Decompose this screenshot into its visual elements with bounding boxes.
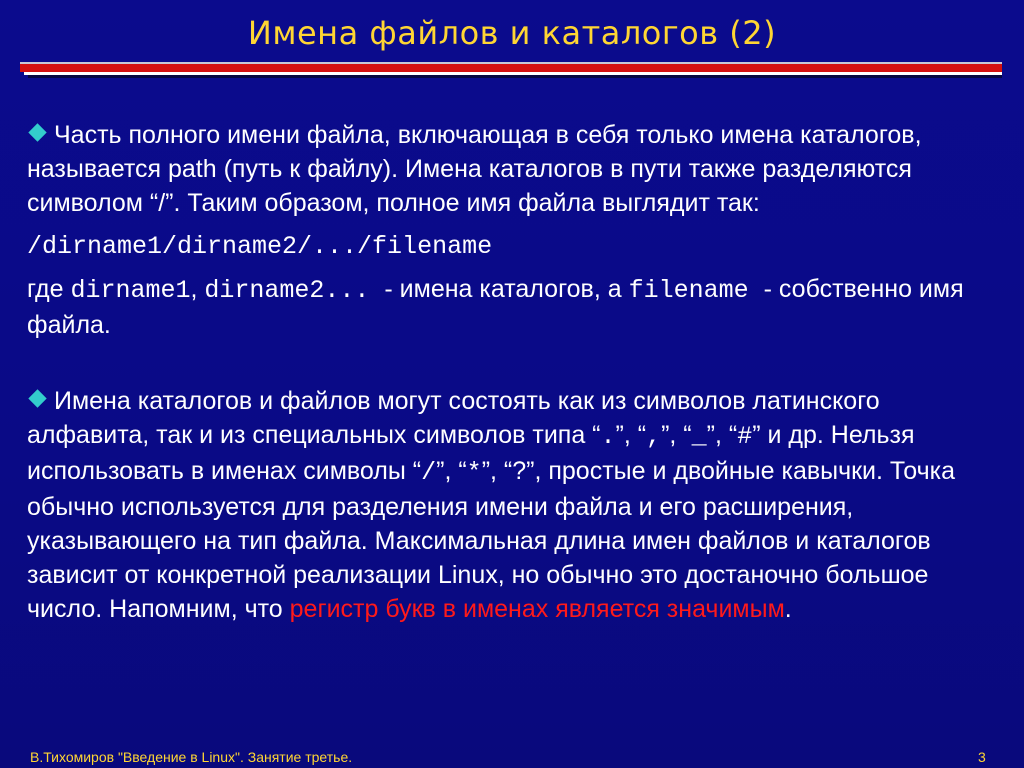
diamond-bullet-icon	[28, 123, 46, 141]
names-text-b: ” и др. Нельзя использовать в именах символы “	[27, 421, 915, 485]
where-prefix: где	[27, 275, 71, 303]
paragraph-where	[27, 272, 987, 342]
where-code-filename: filename	[628, 276, 764, 305]
names-text-c: ”, “?”, простые и двойные кавычки. Точка обычно используется для разделения имени файла и его расширения, указывающего на тип файла. Максимальная длина имен файлов и каталогов зависит от конкретной реализации Linux, но обычно это достаночно большое число. Напомним, что	[27, 457, 956, 623]
symbol-star: *	[466, 458, 482, 487]
paragraph-path	[27, 118, 987, 220]
slide-title: Имена файлов и каталогов (2)	[247, 14, 777, 52]
symbol-comma: ,	[646, 422, 662, 451]
where-middle: - имена каталогов, а	[384, 275, 629, 303]
names-sep-4: ”, “	[436, 457, 467, 485]
names-sep-2: ”, “	[661, 421, 692, 449]
symbol-dot: .	[600, 422, 616, 451]
slide-content	[27, 118, 987, 626]
symbol-hash: #	[737, 422, 753, 451]
symbol-underscore: _	[691, 422, 707, 451]
where-end: - собственно имя файла.	[27, 275, 964, 339]
path-code-example: /dirname1/dirname2/.../filename	[27, 232, 493, 261]
where-code-dirname1: dirname1	[70, 276, 191, 305]
names-end: .	[784, 595, 792, 623]
names-sep-1: ”, “	[615, 421, 647, 449]
names-text-a: Имена каталогов и файлов могут состоять как из символов латинского алфавита, так и из специальных символов типа “	[27, 387, 880, 449]
title-divider	[20, 62, 1002, 78]
case-sensitivity-highlight: регистр букв в именах является значимым	[289, 595, 785, 623]
where-code-dirname2: dirname2...	[204, 276, 385, 305]
where-separator: ,	[190, 275, 205, 303]
diamond-bullet-icon	[28, 389, 46, 407]
paragraph-names	[27, 384, 987, 626]
divider-shadow	[28, 75, 1002, 78]
page-number: 3	[978, 749, 986, 765]
symbol-slash: /	[421, 458, 437, 487]
footer-credit: В.Тихомиров "Введение в Linux". Занятие третье.	[30, 749, 353, 765]
divider-red-bar	[20, 64, 1002, 72]
names-sep-3: ”, “	[706, 421, 738, 449]
paragraph-path-text: Часть полного имени файла, включающая в себя только имена каталогов, называется path (путь к файлу). Имена каталогов в пути также разделяются символом “/”. Таким образом, полное имя файла выглядит так:	[27, 121, 922, 217]
